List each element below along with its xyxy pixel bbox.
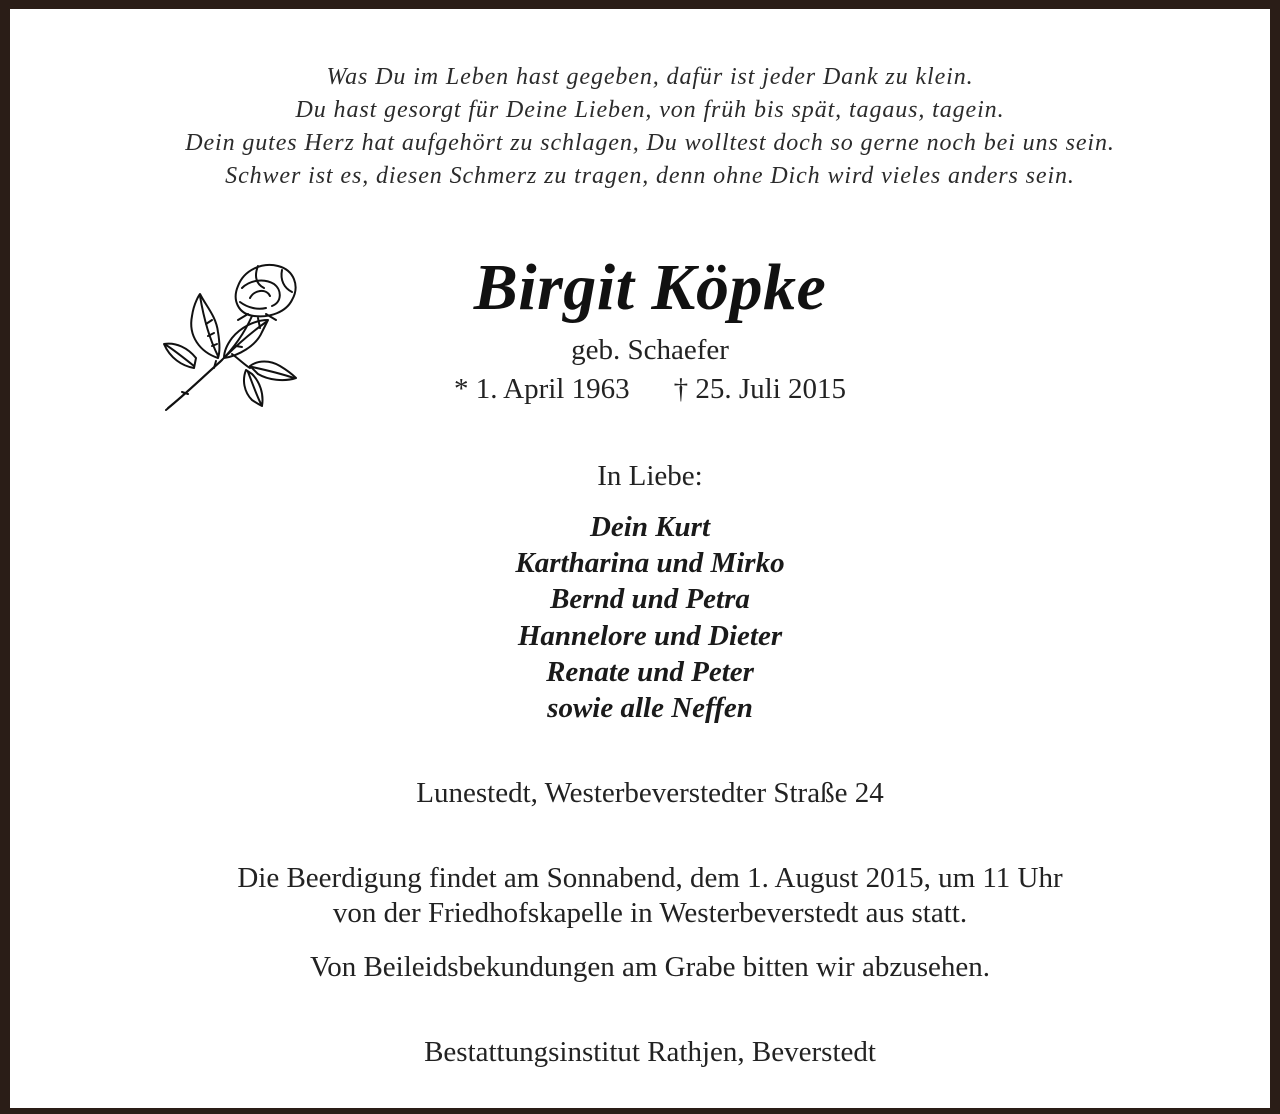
- funeral-notice: [10, 861, 1280, 931]
- poem-line: Du hast gesorgt für Deine Lieben, von früh bis spät, tagaus, tagein.: [295, 97, 1005, 123]
- mourner-name: Hannelore und Dieter: [517, 619, 783, 652]
- family-address: Lunestedt, Westerbeverstedter Straße 24: [416, 777, 884, 809]
- death-date: † 25. Juli 2015: [673, 373, 847, 405]
- deceased-name: Birgit Köpke: [473, 251, 827, 324]
- mourners-intro: In Liebe:: [597, 460, 703, 492]
- mourner-name: sowie alle Neffen: [547, 692, 753, 725]
- birth-date: * 1. April 1963: [453, 373, 630, 405]
- mourner-name: Bernd und Petra: [550, 583, 750, 616]
- poem-line: Was Du im Leben hast gegeben, dafür ist jeder Dank zu klein.: [326, 64, 974, 90]
- mourner-name: Kartharina und Mirko: [515, 547, 785, 580]
- poem: [10, 61, 1280, 193]
- funeral-line: von der Friedhofskapelle in Westerbeverstedt aus statt.: [332, 897, 968, 929]
- condolence-note: Von Beileidsbekundungen am Grabe bitten wir abzusehen.: [310, 951, 990, 983]
- poem-line: Dein gutes Herz hat aufgehört zu schlagen, Du wolltest doch so gerne noch bei uns sein.: [185, 130, 1115, 156]
- mourner-name: Renate und Peter: [546, 655, 754, 688]
- mourners-list: [10, 509, 1280, 726]
- poem-line: Schwer ist es, diesen Schmerz zu tragen, denn ohne Dich wird vieles anders sein.: [225, 163, 1075, 189]
- mourner-name: Dein Kurt: [589, 511, 711, 543]
- maiden-name: geb. Schaefer: [571, 334, 729, 366]
- funeral-line: Die Beerdigung findet am Sonnabend, dem 1. August 2015, um 11 Uhr: [237, 862, 1063, 894]
- undertaker: Bestattungsinstitut Rathjen, Beverstedt: [424, 1036, 876, 1068]
- life-dates: [10, 371, 1280, 407]
